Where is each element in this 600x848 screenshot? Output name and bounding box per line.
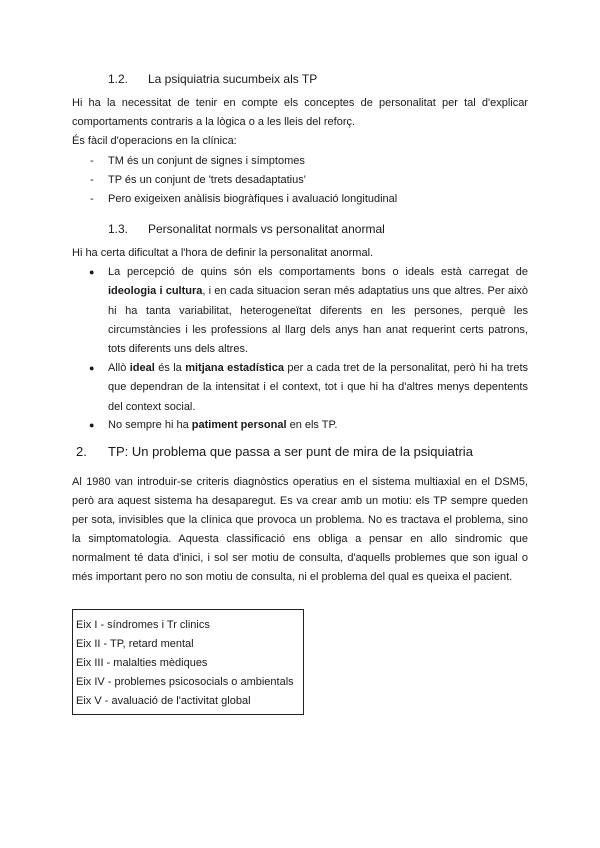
bullet-icon: ● <box>89 363 95 373</box>
bullet-item: ● No sempre hi ha patiment personal en els TP. <box>108 416 528 435</box>
subsection-title: La psiquiatria sucumbeix als TP <box>148 72 318 86</box>
axis-row: Eix IV - problemes psicosocials o ambientals <box>76 676 294 688</box>
dash-list-item: - Pero exigeixen anàlisis biogràfiques i avaluació longitudinal <box>90 193 398 205</box>
paragraph-section-2: Al 1980 van introduir-se criteris diagnòstics operatius en el sistema multiaxial en el DSM5, però ara aquest sistema ha desaparegut. Es va crear amb un motiu: els TP sempre queden per sota, invisibles que la clínica que provoca un problema. No es tractava el problema, sino la simptomatologia. Aquesta classificació ens obliga a pensar en allo sindromic que normalment té data d'inici, i sol ser motiu de consulta, d'aquells problemes que son igual o més important pero no son motiu de consulta, ni el problema del qual es queixa el pacient. <box>72 476 528 583</box>
paragraph-easy-line: És fàcil d'operacions en la clínica: <box>72 135 237 147</box>
subsection-number: 1.3. <box>108 222 129 236</box>
subsection-number: 1.2. <box>108 72 129 86</box>
axis-row: Eix V - avaluació de l'activitat global <box>76 695 251 707</box>
paragraph-intro-1-2: Hi ha la necessitat de tenir en compte els conceptes de personalitat per tal d'explicar comportaments contraris a la lògica o a les lleis del reforç. <box>72 97 528 128</box>
bullet-icon: ● <box>89 267 95 277</box>
bullet-icon: ● <box>89 420 95 430</box>
section-number: 2. <box>76 444 87 459</box>
section-title: TP: Un problema que passa a ser punt de mira de la psiquiatria <box>108 444 473 459</box>
bullet-item: ● Allò ideal és la mitjana estadística per a cada tret de la personalitat, però hi ha trets que dependran de la intensitat i el context, tot i que hi ha d'altres menys depentents del context social. <box>108 359 528 417</box>
axes-box <box>72 609 304 715</box>
subsection-heading-1-2 <box>108 72 317 86</box>
bullet-item: ● La percepció de quins són els comportaments bons o ideals està carregat de ideologia i cultura, i en cada situacion seran més adaptatius uns que altres. Per això hi ha tanta variabilitat, heterogeneïtat diferents en les persones, perquè les circumstàncies i les professions al llarg dels anys han anat requerint certs patrons, tots diferents uns dels altres. <box>108 263 528 359</box>
axis-row: Eix I - síndromes i Tr clinics <box>76 619 210 631</box>
subsection-heading-1-3 <box>108 222 385 236</box>
paragraph-intro-1-3: Hi ha certa dificultat a l'hora de definir la personalitat anormal. <box>72 247 374 259</box>
axis-row: Eix II - TP, retard mental <box>76 638 194 650</box>
dash-list-item: - TM és un conjunt de signes i símptomes <box>90 155 305 167</box>
dash-list-item: - TP és un conjunt de 'trets desadaptatius' <box>90 174 306 186</box>
section-heading-2 <box>76 444 473 459</box>
subsection-title: Personalitat normals vs personalitat anormal <box>148 222 385 236</box>
axis-row: Eix III - malalties mèdiques <box>76 657 208 669</box>
